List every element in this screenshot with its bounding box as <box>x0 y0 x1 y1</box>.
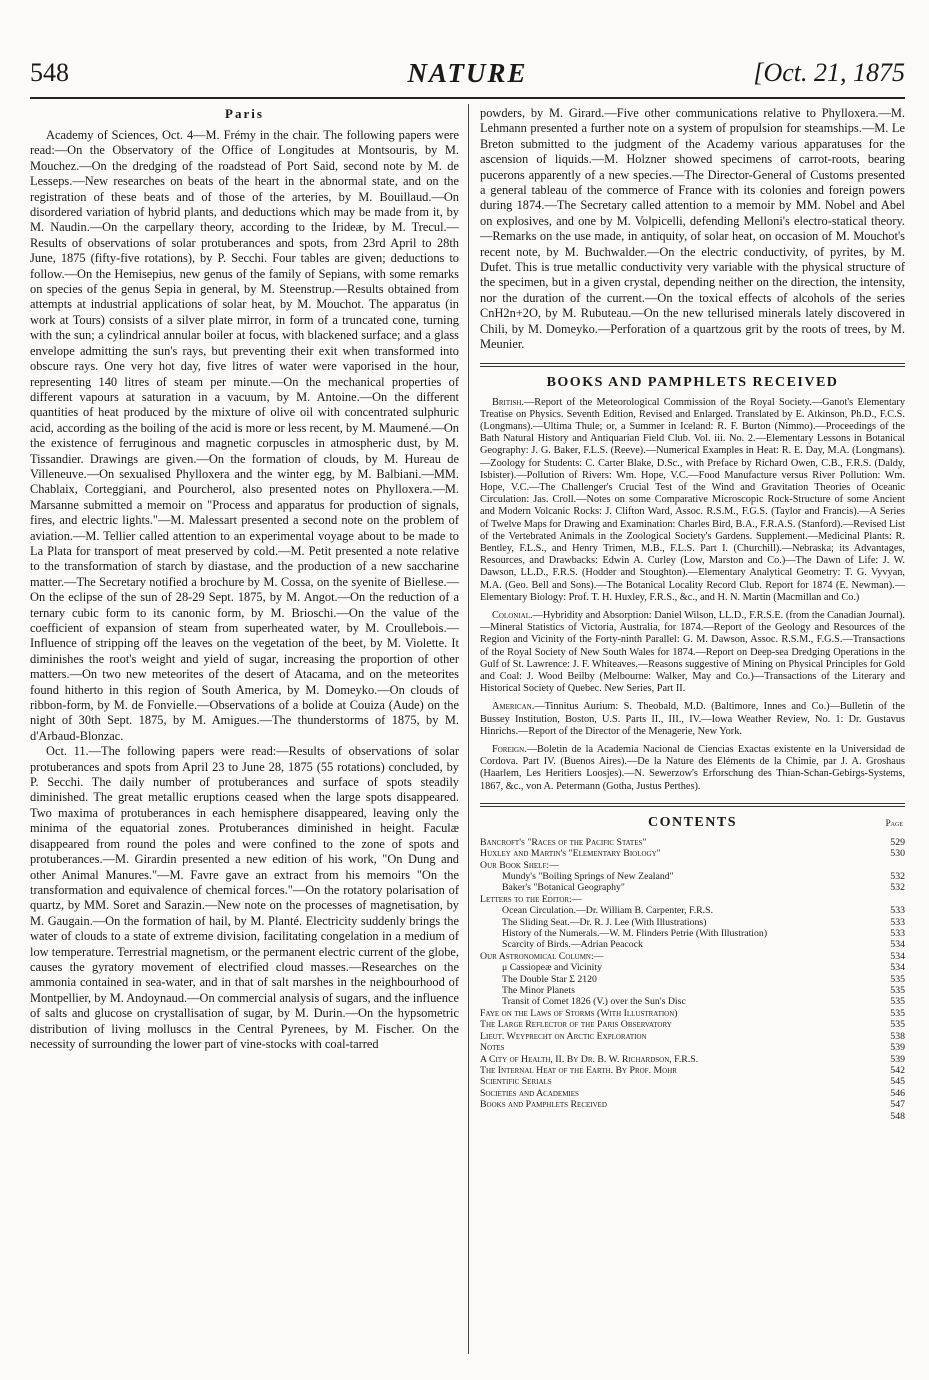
toc-entry <box>480 871 905 882</box>
toc-entry <box>480 882 905 893</box>
toc-entry-page: 546 <box>890 1087 905 1099</box>
right-column <box>480 106 905 1122</box>
toc-entry-page: 529 <box>890 836 905 848</box>
toc-entry <box>480 905 905 916</box>
toc-entry-page: 539 <box>890 1053 905 1065</box>
contents-title: CONTENTS <box>647 814 738 830</box>
toc-entry-title: The Double Star Σ 2120 <box>502 973 597 985</box>
toc-entry <box>480 985 905 996</box>
toc-entry-page: 547 <box>890 1099 905 1111</box>
books-section-british <box>480 397 905 604</box>
toc-entry-page: 545 <box>890 1076 905 1088</box>
books-section-label: American. <box>492 701 535 713</box>
toc-entry-page: 532 <box>890 882 905 894</box>
toc-entry-title: Lieut. Weyprecht on Arctic Exploration <box>480 1030 647 1042</box>
books-section-text: —Tinnitus Aurium: S. Theobald, M.D. (Baltimore, Innes and Co.)—Bulletin of the Bussey Institution, Boston, U.S. Parts II., III., IV.—Iowa Weather Review, No. 1: Dr. Gustavus Hinrichs.—Report of the Director of the Menagerie, New York. <box>480 701 905 737</box>
toc-entry-page: 533 <box>890 916 905 928</box>
toc-entry <box>480 837 905 848</box>
contents-page-label: Page <box>885 817 903 828</box>
toc-entry <box>480 894 905 905</box>
toc-entry-title: Notes <box>480 1042 505 1054</box>
contents-header <box>480 815 905 833</box>
toc-entry-title: Bancroft's "Races of the Pacific States" <box>480 836 647 848</box>
toc-entry-page: 538 <box>890 1030 905 1042</box>
academy-report-oct-11: Oct. 11.—The following papers were read:—Results of observations of solar protuberances and spots from April 23 to June 28, 1875 (55 rotations) concluded, by P. Secchi. The daily number of protuberances and surface of spots steadily diminished. The great metallic eruptions ceased when the large spots disappeared. Two maxima of protuberances in each hemisphere disappeared, leaving only the minima of the equatorial zones. Protuberances diminished in height. Faculæ disappeared from round the poles and were confined to the zone of spots and protuberances.—M. Girardin presented a new edition of his work, "On Dung and other Animal Manures."—M. Favre gave an extract from his memoirs "On the transformation and equivalence of chemical forces."—On the rotatory polarisation of quartz, by MM. Soret and Sarazin.—New note on the processes of magnetisation, by M. Gaugain.—On the formation of hail, by M. Planté. Electricity suddenly brings the water of clouds to a state of extreme division, facilitating congelation in a medium of low temperature. Terrestrial magnetism, or the permanent electric current of the globe, causes the gyratory movement of electrified cloud masses.—Researches on the ammonia contained in sea-water, and in that of salt marshes in the neighbourhood of Montpellier, by M. Andoynaud.—On commercial analysis of sugars, and the influence of salts and glucose on crystallisation of sugar, by M. Durin.—On the hypsometric distribution of living molluscs in the Central Pyrenees, by M. Fischer. On the necessity of surrounding the lower part of vine-stocks with coal-tarred <box>30 744 459 1051</box>
books-section-text: —Report of the Meteorological Commission of the Royal Society.—Ganot's Elementary Treatise on Physics. Seventh Edition, Revised and Enlarged. Translated by E. Atkinson, Ph.D., F.C.S. (Longmans).—Ultima Thule; or, a Summer in Iceland: R. F. Burton (Nimmo).—Proceedings of the Bath Natural History and Antiquarian Field Club. Vol. iii. No. 2.—Elementary Lessons in Botanical Geography: J. G. Baker, F.L.S. (Reeve).—Numerical Examples in Heat: R. E. Day, M.A. (Longmans).—Zoology for Students: C. Carter Blake, D.Sc., with Preface by Richard Owen, C.B., F.R.S. (Daldy, Isbister).—Pollution of Rivers: Wm. Hope, V.C.—Food Manufacture versus River Pollution: Wm. Hope, V.C.—The Challenger's Crucial Test of the Wind and Gravitation Theories of Oceanic Circulation: Jas. Croll.—Notes on some Comparative Microscopic Rock-Structure of some Ancient and Modern Volcanic Rocks: J. Clifton Ward, Assoc. R.S.M., F.G.S. (Taylor and Francis).—A Series of Twelve Maps for Drawing and Examination: Charles Bird, B.A., F.R.A.S. (Stanford).—Revised List of the Vertebrated Animals in the Zoological Society's Gardens. Supplement.—Medicinal Plants: R. Bentley, F.L.S., and Henry Trimen, M.B., F.L.S. Part I. (Churchill).—Nebraska; its Advantages, Resources, and Drawbacks: Edwin A. Curley (Low, Marston and Co.)—The Dawn of Life: J. W. Dawson, LL.D., F.R.S. (Hodder and Stoughton).—Elementary Analytical Geometry: T. G. Vyvyan, M.A. (Geo. Bell and Sons).—The Botanical Locality Record Club. Report for 1874 (E. Newman).—Elementary Biology: Prof. T. H. Huxley, F.R.S., &c., and H. N. Martin (Macmillan and Co.) <box>480 396 905 603</box>
books-section-label: Foreign. <box>492 743 527 755</box>
toc-entry <box>480 1054 905 1065</box>
toc-entry <box>480 939 905 950</box>
section-divider <box>480 803 905 807</box>
toc-entry-title: Ocean Circulation.—Dr. William B. Carpenter, F.R.S. <box>502 905 714 917</box>
books-section-text: —Hybridity and Absorption: Daniel Wilson, LL.D., F.R.S.E. (from the Canadian Journal).—Mineral Statistics of Victoria, Australia, for 1874.—Report of the Geology and Resources of the Region and Vicinity of the Forty-ninth Parallel: G. M. Dawson, Assoc. R.S.M., F.G.S.—Transactions of the Royal Society of New South Wales for 1874.—Report on Deep-sea Dredging Operations in the Gulf of St. Lawrence: J. F. Whiteaves.—Reasons suggestive of Mining on Physical Principles for Gold and Coal: J. Wood Beilby (Melbourne: Walker, May and Co.)—Transactions of the Literary and Historical Society of Quebec. New Series, Part II. <box>480 609 905 695</box>
toc-entry-title: Books and Pamphlets Received <box>480 1099 607 1111</box>
toc-entry-page: 539 <box>890 1042 905 1054</box>
toc-entry-title: μ Cassiopeæ and Vicinity <box>502 962 602 974</box>
toc-entry <box>480 1019 905 1030</box>
books-section-label: British. <box>492 396 524 408</box>
books-section-american <box>480 701 905 738</box>
books-list <box>480 397 905 793</box>
toc-entry-page: 548 <box>890 1110 905 1122</box>
toc-entry-title: Societies and Academies <box>480 1087 579 1099</box>
toc-entry <box>480 962 905 973</box>
toc-entry-title: The Sliding Seat.—Dr. R. J. Lee (With Illustrations) <box>502 916 707 928</box>
toc-entry-title: The Internal Heat of the Earth. By Prof. Mohr <box>480 1064 677 1076</box>
toc-entry-title: Faye on the Laws of Storms (With Illustration) <box>480 1007 678 1019</box>
toc-entry-page: 533 <box>890 905 905 917</box>
section-heading-paris: Paris <box>225 106 264 121</box>
page-number: 548 <box>30 58 69 87</box>
toc-entry-title: Letters to the Editor:— <box>480 893 582 905</box>
column-rule <box>468 104 469 1354</box>
toc-entry <box>480 1031 905 1042</box>
toc-entry-title: Scientific Serials <box>480 1076 552 1088</box>
books-section-colonial <box>480 610 905 695</box>
toc-entry-page: 542 <box>890 1064 905 1076</box>
page-header <box>30 58 905 94</box>
header-rule <box>30 97 905 99</box>
toc-entry <box>480 974 905 985</box>
toc-entry-page: 535 <box>890 1007 905 1019</box>
toc-entry-title: Transit of Comet 1826 (V.) over the Sun's Disc <box>502 996 686 1008</box>
toc-entry-page: 535 <box>890 985 905 997</box>
toc-entry <box>480 996 905 1007</box>
toc-entry-title: Huxley and Martin's "Elementary Biology" <box>480 848 661 860</box>
toc-entry <box>480 1042 905 1053</box>
journal-title: NATURE <box>407 58 528 88</box>
toc-entry-page: 534 <box>890 962 905 974</box>
academy-report-continuation: powders, by M. Girard.—Five other communications relative to Phylloxera.—M. Lehmann presented a further note on a system of propulsion for steamships.—M. Le Breton submitted to the judgment of the Academy various apparatuses for the ascension of liquids.—M. Holzner showed specimens of carrot-roots, bearing pucerons apparently of a new species.—The Director-General of Customs presented a general tableau of the commerce of France with its colonies and foreign powers during 1874.—The Secretary called attention to a memoir by MM. Nobel and Abel on explosives, and one by M. Volpicelli, defending Melloni's electro-statical theory.—Remarks on the use made, in antiquity, of solar heat, on occasion of M. Mouchot's recent note, by M. Buchwalder.—On the electric conductivity, of pyrites, by M. Dufet. This is true metallic conductivity very variable with the physical structure of the specimen, but in a given crystal, depending neither on the direction, the intensity, nor the duration of the current.—On the toxical effects of alcohols of the series CnH2n+2O, by M. Rubuteau.—On the new tellurised minerals lately discovered in Chili, by M. Domeyko.—Perforation of a quartzous grit by the roots of trees, by M. Meunier. <box>480 106 905 352</box>
section-divider <box>480 363 905 367</box>
toc-entry-title: Baker's "Botanical Geography" <box>502 882 625 894</box>
toc-entry-title: Our Book Shelf:— <box>480 859 559 871</box>
toc-entry-page: 532 <box>890 871 905 883</box>
toc-entry-title: Scarcity of Birds.—Adrian Peacock <box>502 939 643 951</box>
books-section-text: —Boletin de la Academia Nacional de Ciencias Exactas existente en la Universidad de Cordova. Part IV. (Buenos Aires).—De la Nature des Eléments de la Chimie, par J. A. Groshaus (Haarlem, Les Heritiers Loosjes).—N. Sewerzow's Erforschung des Thian-Schan-Gebirgs-Systems, 1867, &c., von A. Petermann (Gotha, Justus Perthes). <box>480 743 905 792</box>
toc-entry-title: A City of Health, II. By Dr. B. W. Richardson, F.R.S. <box>480 1053 699 1065</box>
toc-entry-title: The Minor Planets <box>502 985 575 997</box>
books-heading: BOOKS AND PAMPHLETS RECEIVED <box>546 374 839 390</box>
books-section-label: Colonial. <box>492 609 533 621</box>
toc-entry <box>480 1088 905 1099</box>
toc-entry-page: 530 <box>890 848 905 860</box>
issue-date: [Oct. 21, 1875 <box>753 58 905 87</box>
toc-entry-title: History of the Numerals.—W. M. Flinders Petrie (With Illustration) <box>502 928 768 940</box>
toc-entry-page: 534 <box>890 939 905 951</box>
toc-entry-page: 533 <box>890 928 905 940</box>
toc-entry <box>480 1008 905 1019</box>
toc-entry <box>480 917 905 928</box>
toc-entry-page: 534 <box>890 950 905 962</box>
toc-entry <box>480 1099 905 1110</box>
toc-entry <box>480 860 905 871</box>
table-of-contents <box>480 836 905 1122</box>
toc-entry <box>480 1076 905 1087</box>
toc-entry <box>480 1065 905 1076</box>
toc-entry-page: 535 <box>890 1019 905 1031</box>
toc-entry-page: 535 <box>890 973 905 985</box>
toc-entry <box>480 951 905 962</box>
toc-entry-title: The Large Reflector of the Paris Observatory <box>480 1019 672 1031</box>
toc-entry <box>480 848 905 859</box>
toc-entry <box>480 928 905 939</box>
books-section-foreign <box>480 744 905 793</box>
toc-entry-page: 535 <box>890 996 905 1008</box>
toc-entry-title: Mundy's "Boiling Springs of New Zealand" <box>502 871 674 883</box>
toc-entry-title: Our Astronomical Column:— <box>480 950 604 962</box>
left-column <box>30 106 459 1052</box>
academy-report-oct-4: Academy of Sciences, Oct. 4—M. Frémy in the chair. The following papers were read:—On the Observatory of the Office of Longitudes at Montsouris, by M. Mouchez.—On the dredging of the roadstead of Port Said, second note by M. de Lesseps.—New researches on beats of the heart in the abnormal state, and on the registration of these beats and of those of the arteries, by M. Bouillaud.—On disordered variation of hybrid plants, and deductions which may be made from it, by M. Naudin.—On the carpellary theory, according to the Irideæ, by M. Trecul.—Results of observations of solar protuberances and spots, from 23rd April to 28th June, 1875 (fifty-five rotations), by P. Secchi. Four tables are given; deductions to follow.—On the Hemisepius, new genus of the family of Sepians, with some remarks on species of the genus Sepia in general, by M. Steenstrup.—Results obtained from attempts at industrial applications of solar heat, by M. Mouchot. The apparatus (in work at Tours) consists of a silver plate mirror, in form of a truncated cone, turning with the sun; a cylindrical annular boiler at focus, with blackened surface; and a glass envelope admitting the sun's rays, but preventing their exit when transformed into obscure rays. One very hot day, five litres of water were vaporised in the hour, representing 140 litres of steam per minute.—On the mechanical properties of different vapours at saturation in a vacuum, by M. Antoine.—On the different quantities of heat produced by the mixture of olive oil with concentrated sulphuric acid, according as the boiling of the acid is more or less recent, by M. Maumené.—On the existence of ferruginous and magnetic corpuscles in atmospheric dust, by M. Tissandier. Drawings are given.—On the formation of clouds, by M. Hureau de Villeneuve.—On sexualised Phylloxera and the winter egg, by M. Balbiani.—MM. Chablaix, Corteggiani, and Pourcherol, also presented notes on Phylloxera.—M. Marsanne submitted a memoir on "Process and apparatus for production of signals, fires, and electric lights."—M. Malessart presented a second note on the problem of aviation.—M. Tellier called attention to an experimental voyage about to be made to La Plata for transport of meat preserved by cold.—M. Petit presented a note relative to the transformation of starch by diastase, and the production of a new saccharine matter.—The Secretary notified a brochure by M. Cossa, on the syenite of Biellese.—On the eclipse of the sun of 28-29 Sept. 1875, by M. Angot.—On the reduction of a ternary cubic form to its canonic form, by M. Brioschi.—On the value of the coefficient of expansion of steam from superheated water, by M. Croullebois.—Influence of stripping off the leaves on the vegetation of the beet, by M. Violette. It diminishes the root's weight and yield of sugar, increasing the proportion of other matters.—On two new meteorites of the desert of Atacama, and on the meteorites found hitherto in this region of South America, by M. Domeyko.—On clouds of ribbon-form, by M. de Fonvielle.—Observations of a bolide at Couiza (Aude) on the night of 30th Sept. 1875, by M. Amigues.—The thunderstorms of 1875, by M. d'Arbaud-Blonzac. <box>30 128 459 743</box>
